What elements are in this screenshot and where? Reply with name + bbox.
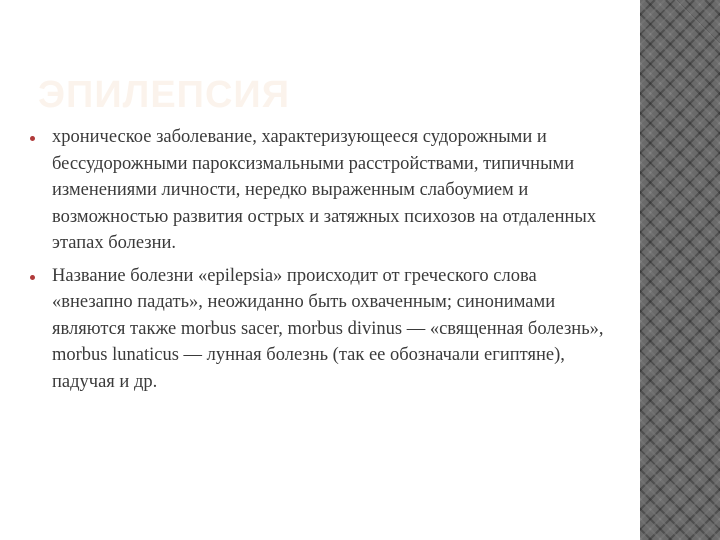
slide-title: ЭПИЛЕПСИЯ	[38, 74, 291, 116]
bullet-marker-icon	[30, 136, 35, 141]
bullet-text: хроническое заболевание, характеризующееся судорожными и бессудорожными пароксизмальными расстройствами, типичными изменениями личности, нередко выраженным слабоумием и возможностью развития острых и затяжных психозов на отдаленных этапах болезни.	[52, 127, 597, 253]
decorative-pattern-strip	[640, 0, 720, 540]
bullet-list	[30, 124, 620, 401]
bullet-item	[30, 124, 620, 257]
bullet-item	[30, 263, 620, 396]
bullet-marker-icon	[30, 275, 35, 280]
bullet-text: Название болезни «epilepsia» происходит от греческого слова «внезапно падать», неожиданно быть охваченным; синонимами являются также morbus sacer, morbus divinus — «священная болезнь», morbus lunaticus — лунная болезнь (так ее обозначали египтяне), падучая и др.	[52, 265, 604, 392]
